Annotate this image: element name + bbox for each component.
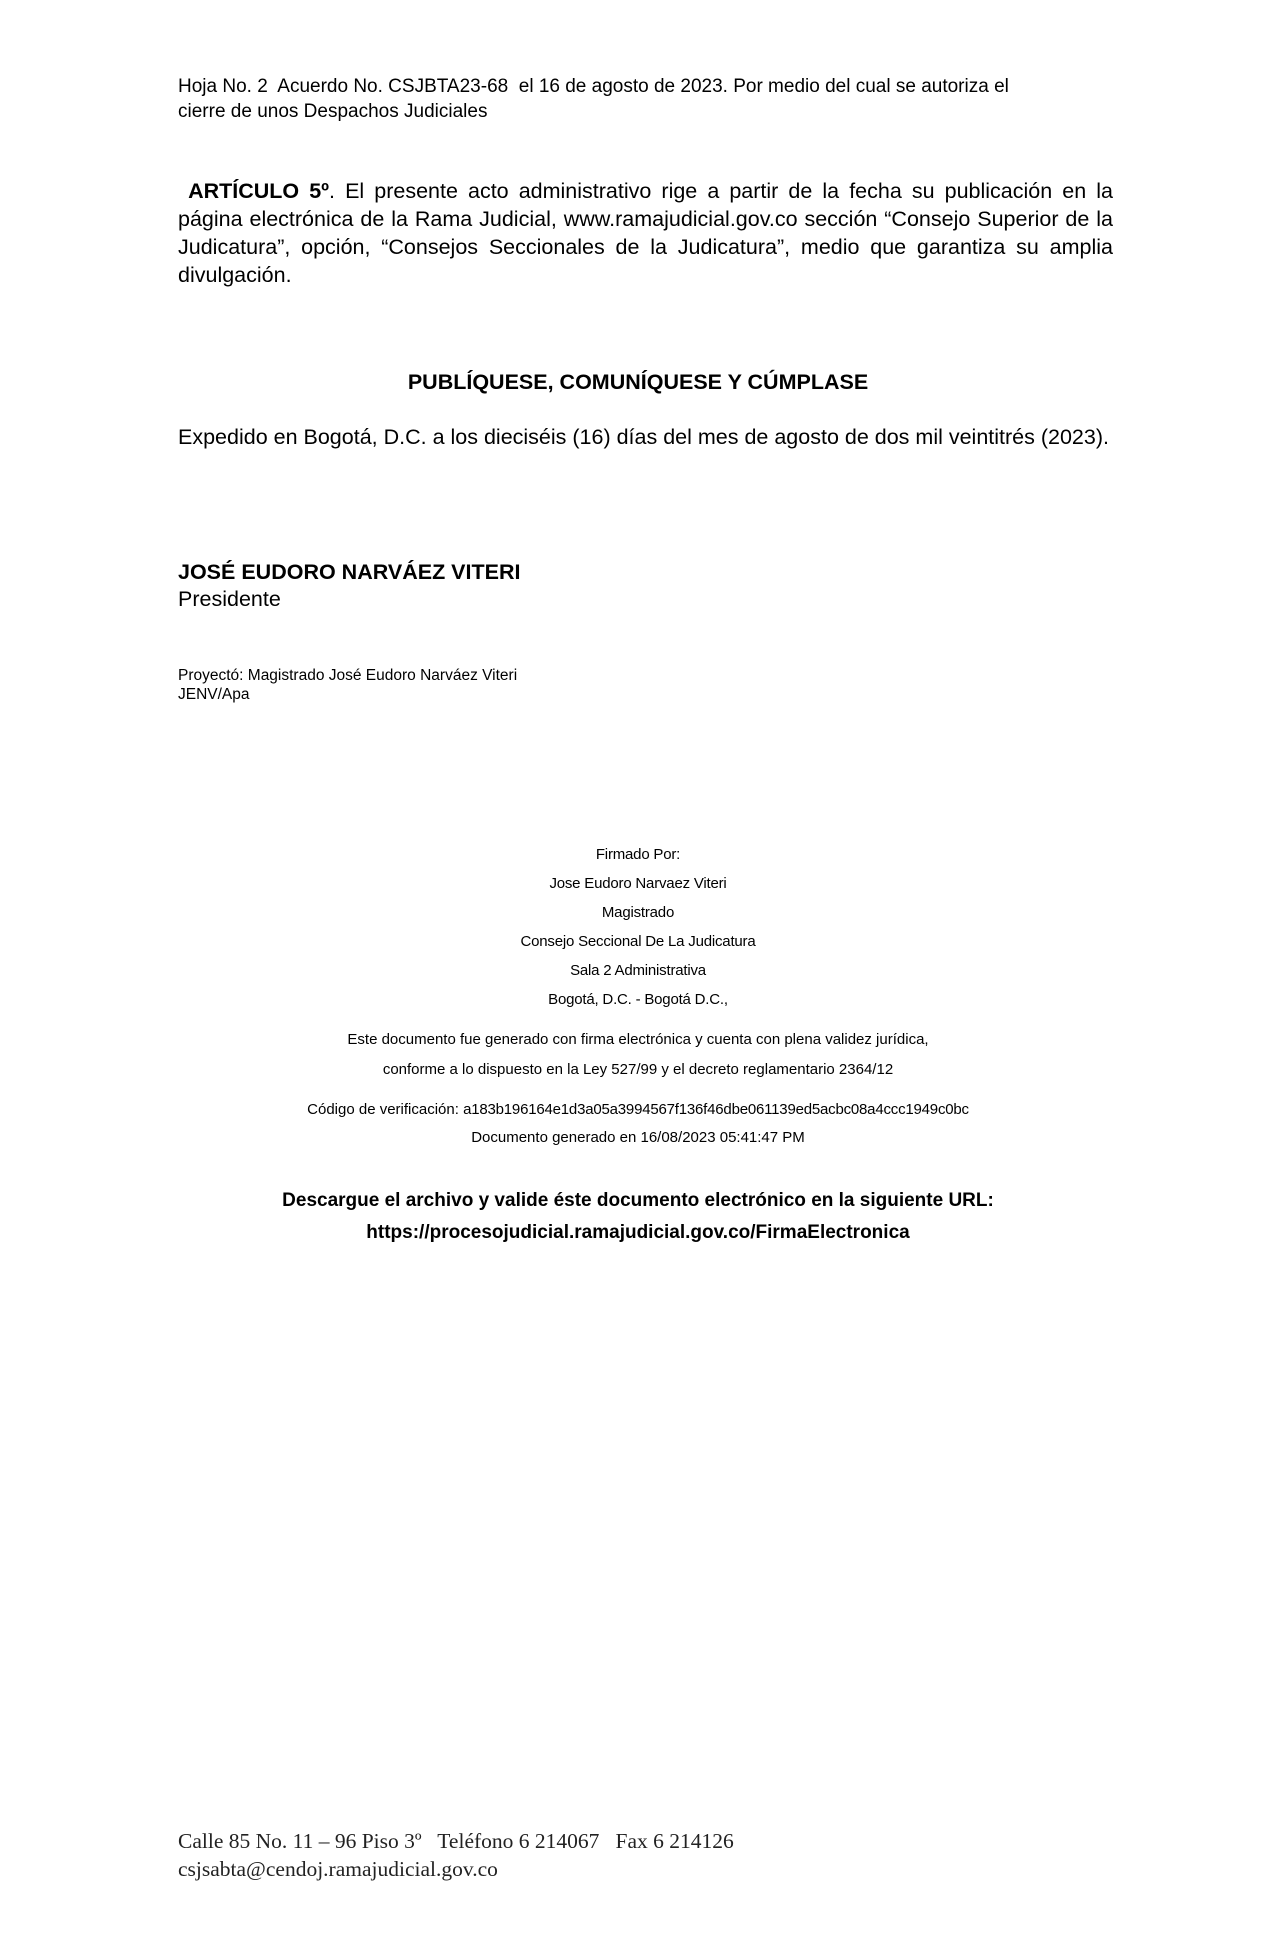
signer-institution: Consejo Seccional De La Judicatura <box>520 933 756 950</box>
footer-email: csjsabta@cendoj.ramajudicial.gov.co <box>178 1857 498 1881</box>
expedido-paragraph: Expedido en Bogotá, D.C. a los dieciséis (16) días del mes de agosto de dos mil veintitrés (2023). <box>178 425 1109 449</box>
signer-name: JOSÉ EUDORO NARVÁEZ VITERI <box>178 560 521 584</box>
signer-title: Magistrado <box>601 904 675 921</box>
signer-chamber: Sala 2 Administrativa <box>570 962 706 979</box>
signer-role: Presidente <box>178 587 281 611</box>
article-text: . El presente acto administrativo rige a partir de la fecha su publicación en la página electrónica de la Rama Judicial, www.ramajudicial.gov.co sección “Consejo Superior de la Judicatura”, opción, “Consejos Seccionales de la Judicatura”, medio que garantiza su amplia divulgación. <box>178 179 1113 287</box>
verification-code-label: Código de verificación: <box>307 1101 464 1118</box>
publiquese-heading: PUBLÍQUESE, COMUNÍQUESE Y CÚMPLASE <box>407 370 869 394</box>
header-line-1: Hoja No. 2 Acuerdo No. CSJBTA23-68 el 16 de agosto de 2023. Por medio del cual se autoriza el <box>178 76 1009 97</box>
page-footer <box>178 1827 1078 1883</box>
signed-by-label: Firmado Por: <box>595 846 681 863</box>
verification-code <box>178 1096 1098 1124</box>
page-header <box>178 74 1113 124</box>
projected-by <box>178 666 517 704</box>
signer-full-name: Jose Eudoro Narvaez Viteri <box>549 875 727 892</box>
footer-address: Calle 85 No. 11 – 96 Piso 3º Teléfono 6 214067 Fax 6 214126 <box>178 1829 734 1853</box>
signer-location: Bogotá, D.C. - Bogotá D.C., <box>548 991 728 1008</box>
electronic-signature-block <box>178 840 1098 1014</box>
projected-line-2: JENV/Apa <box>178 686 250 703</box>
legal-validity-note <box>178 1025 1098 1085</box>
generated-timestamp: Documento generado en 16/08/2023 05:41:47 PM <box>471 1129 805 1146</box>
legal-line-1: Este documento fue generado con firma electrónica y cuenta con plena validez jurídica, <box>347 1031 929 1048</box>
projected-line-1: Proyectó: Magistrado José Eudoro Narváez Viteri <box>178 667 518 684</box>
download-instructions <box>178 1185 1098 1249</box>
verification-code-value: a183b196164e1d3a05a3994567f136f46dbe061139ed5acbc08a4ccc1949c0bc <box>463 1101 969 1118</box>
header-line-2: cierre de unos Despachos Judiciales <box>178 101 488 122</box>
legal-line-2: conforme a lo dispuesto en la Ley 527/99 y el decreto reglamentario 2364/12 <box>382 1061 894 1078</box>
article-label: ARTÍCULO 5º <box>188 179 330 203</box>
download-url: https://procesojudicial.ramajudicial.gov.co/FirmaElectronica <box>366 1222 910 1243</box>
download-line-1: Descargue el archivo y valide éste documento electrónico en la siguiente URL: <box>282 1190 994 1211</box>
article-5 <box>178 177 1113 289</box>
